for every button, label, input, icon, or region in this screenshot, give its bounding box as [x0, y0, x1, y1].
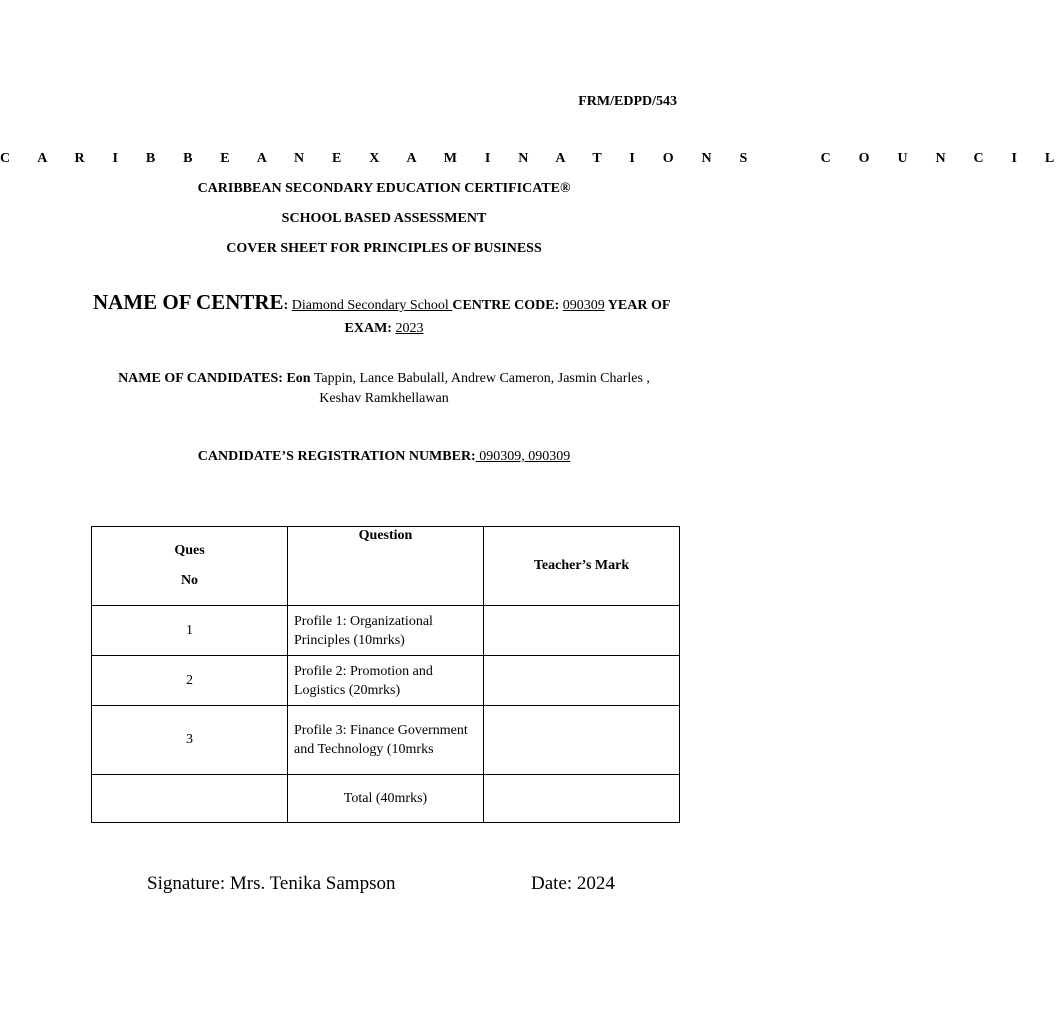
candidates-label: NAME OF CANDIDATES: Eon: [118, 371, 311, 386]
exam-value: 2023: [395, 321, 424, 336]
registration-value: 090309, 090309: [475, 449, 571, 464]
row-mark[interactable]: [484, 606, 680, 656]
row-number: 3: [92, 706, 288, 775]
table-row: [92, 656, 680, 706]
centre-info-line: [93, 290, 693, 315]
header-ques-line2: No: [180, 573, 199, 588]
total-mark[interactable]: [484, 775, 680, 823]
marks-table: [91, 526, 680, 823]
row-question: Profile 1: Organizational Principles (10mrks): [288, 606, 484, 656]
header-ques-line1: Ques: [174, 543, 205, 558]
centre-name-value: Diamond Secondary School: [291, 298, 453, 313]
row-mark[interactable]: [484, 706, 680, 775]
table-row: [92, 606, 680, 656]
table-header-row: [92, 527, 680, 606]
header-question: [288, 527, 484, 606]
header-question-label: Question: [358, 528, 413, 543]
candidates-names-line2: Keshav Ramkhellawan: [319, 391, 449, 406]
centre-name-label: NAME OF CENTRE: [93, 290, 284, 314]
row-mark[interactable]: [484, 656, 680, 706]
row-number: 1: [92, 606, 288, 656]
total-row: [92, 775, 680, 823]
row-question: Profile 3: Finance Government and Technology (10mrks: [288, 706, 484, 775]
total-label: Total (40mrks): [288, 775, 484, 823]
header-ques-no: [92, 527, 288, 606]
exam-line: [0, 321, 768, 337]
row-number: 2: [92, 656, 288, 706]
registration-line: [0, 449, 768, 465]
candidates-names: Tappin, Lance Babulall, Andrew Cameron, Jasmin Charles ,: [310, 371, 650, 386]
centre-name-colon: :: [283, 298, 289, 313]
council-title: C A R I B B E A N E X A M I N A T I O N S C O U N C I L: [0, 151, 1059, 166]
table-row: [92, 706, 680, 775]
centre-code-value: 090309: [562, 298, 605, 313]
date: Date: 2024: [531, 873, 615, 894]
certificate-title: CARIBBEAN SECONDARY EDUCATION CERTIFICATE®: [197, 181, 571, 196]
exam-label: EXAM:: [344, 321, 396, 336]
registration-label: CANDIDATE’S REGISTRATION NUMBER:: [197, 449, 476, 464]
assessment-title: SCHOOL BASED ASSESSMENT: [281, 211, 487, 226]
candidates-line: [0, 371, 768, 387]
form-code: FRM/EDPD/543: [578, 94, 677, 109]
year-label: YEAR OF: [604, 298, 671, 313]
header-teacher-mark: Teacher’s Mark: [484, 527, 680, 606]
row-question: Profile 2: Promotion and Logistics (20mrks): [288, 656, 484, 706]
centre-code-label: CENTRE CODE:: [452, 298, 563, 313]
signature: Signature: Mrs. Tenika Sampson: [147, 873, 396, 894]
total-empty-cell: [92, 775, 288, 823]
cover-sheet-title: COVER SHEET FOR PRINCIPLES OF BUSINESS: [226, 241, 542, 256]
